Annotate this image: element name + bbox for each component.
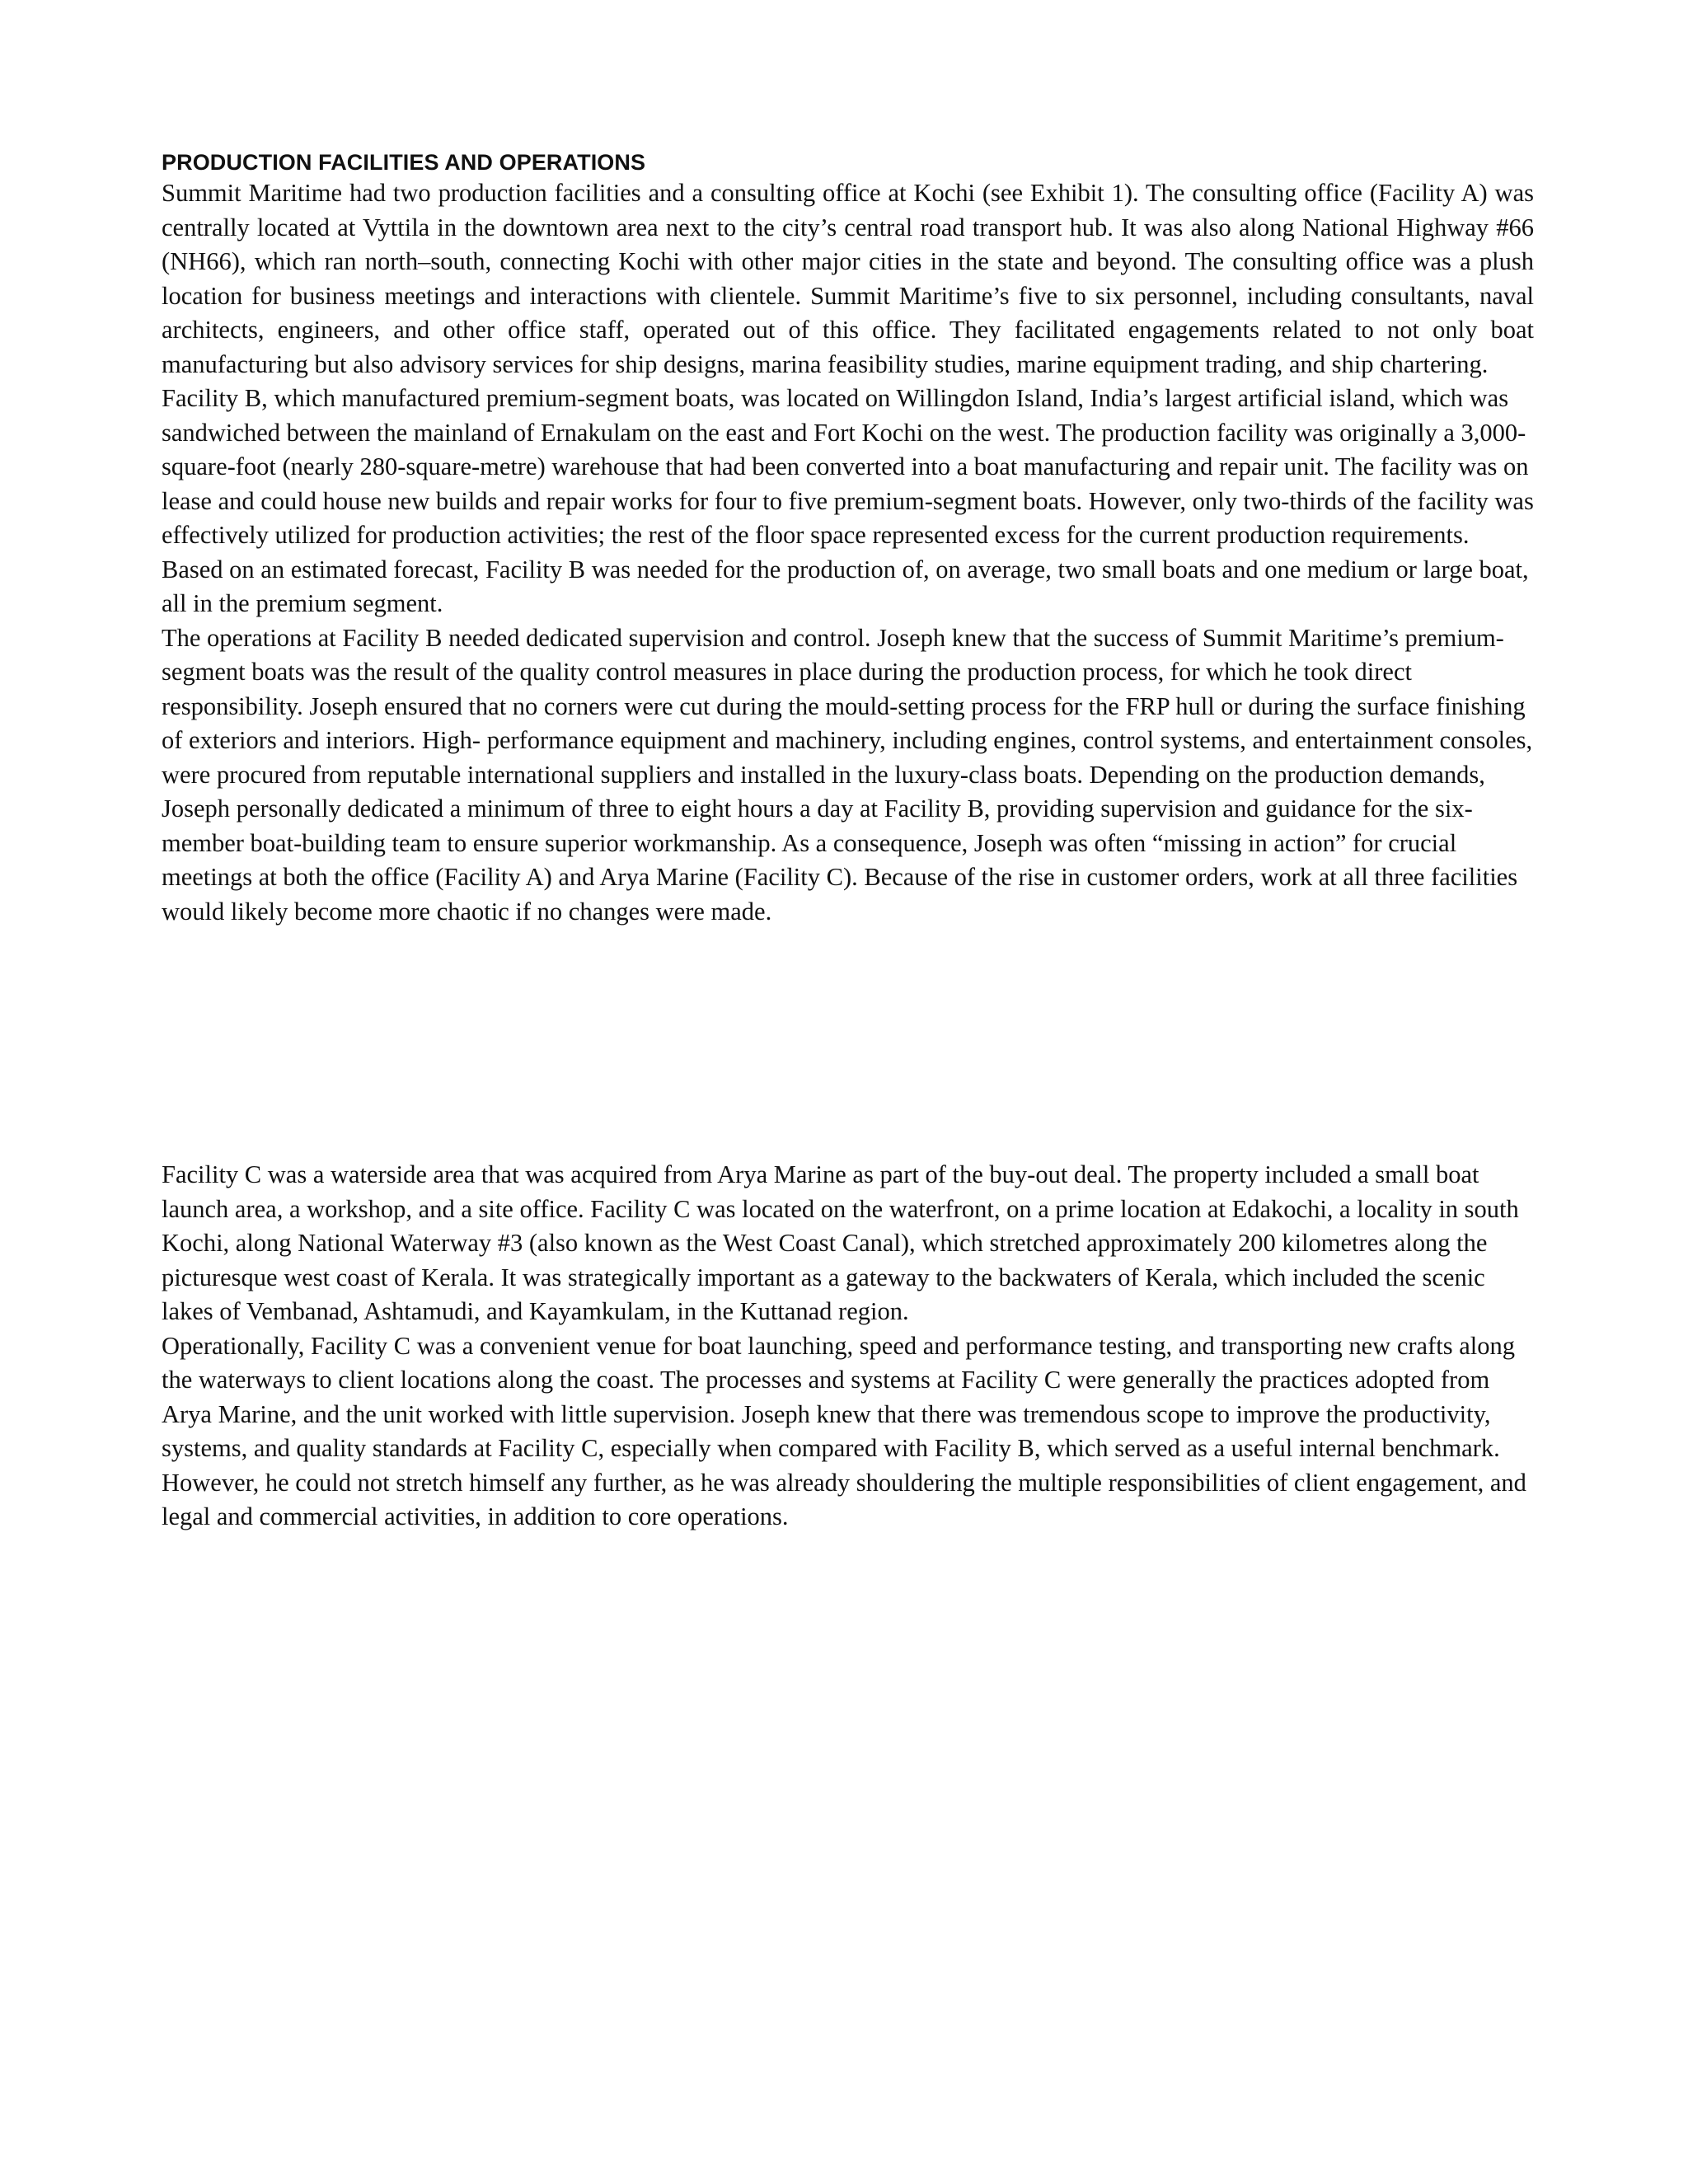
document-section-facility-c (162, 1158, 1534, 1535)
paragraph-operations-c: Operationally, Facility C was a convenient venue for boat launching, speed and performance testing, and transporting new crafts along the waterways to client locations along the coast. The processes and systems at Facility C were generally the practices adopted from Arya Marine, and the unit worked with little supervision. Joseph knew that there was tremendous scope to improve the productivity, systems, and quality standards at Facility C, especially when compared with Facility B, which served as a useful internal benchmark. However, he could not stretch himself any further, as he was already shouldering the multiple responsibilities of client engagement, and legal and commercial activities, in addition to core operations. (162, 1331, 1526, 1530)
document-section-production (162, 148, 1534, 929)
section-heading: PRODUCTION FACILITIES AND OPERATIONS (162, 150, 646, 175)
paragraph-facility-b: Facility B, which manufactured premium-segment boats, was located on Willingdon Island, India’s largest artificial island, which was sandwiched between the mainland of Ernakulam on the east and Fort Kochi on the west. The production facility was originally a 3,000-square-foot (nearly 280-square-metre) warehouse that had been converted into a boat manufacturing and repair unit. The facility was on lease and could house new builds and repair works for four to five premium-segment boats. However, only two-thirds of the facility was effectively utilized for production activities; the rest of the floor space represented excess for the current production requirements. Based on an estimated forecast, Facility B was needed for the production of, on average, two small boats and one medium or large boat, all in the premium segment. (162, 384, 1534, 617)
clipped-paragraph-container (162, 1329, 1534, 1535)
paragraph-operations-b: The operations at Facility B needed dedicated supervision and control. Joseph knew that the success of Summit Maritime’s premium-segment boats was the result of the quality control measures in place during the production process, for which he took direct responsibility. Joseph ensured that no corners were cut during the mould-setting process for the FRP hull or during the surface finishing of exteriors and interiors. High- performance equipment and machinery, including engines, control systems, and entertainment consoles, were procured from reputable international suppliers and installed in the luxury-class boats. Depending on the production demands, Joseph personally dedicated a minimum of three to eight hours a day at Facility B, providing supervision and guidance for the six-member boat-building team to ensure superior workmanship. As a consequence, Joseph was often “missing in action” for crucial meetings at both the office (Facility A) and Arya Marine (Facility C). Because of the rise in customer orders, work at all three facilities would likely become more chaotic if no changes were made. (162, 623, 1533, 926)
paragraph-facility-a: Summit Maritime had two production facilities and a consulting office at Kochi (see Exhibit 1). The consulting office (Facility A) was centrally located at Vyttila in the downtown area next to the city’s central road transport hub. It was also along National Highway #66 (NH66), which ran north–south, connecting Kochi with other major cities in the state and beyond. The consulting office was a plush location for business meetings and interactions with clientele. Summit Maritime’s five to six personnel, including consultants, naval architects, engineers, and other office staff, operated out of this office. They facilitated engagements related to not only boat manufacturing but also advisory services for ship designs, marina feasibility studies, marine equipment trading, and ship chartering. (162, 179, 1534, 378)
paragraph-facility-c: Facility C was a waterside area that was acquired from Arya Marine as part of the buy-out deal. The property included a small boat launch area, a workshop, and a site office. Facility C was located on the waterfront, on a prime location at Edakochi, a locality in south Kochi, along National Waterway #3 (also known as the West Coast Canal), which stretched approximately 200 kilometres along the picturesque west coast of Kerala. It was strategically important as a gateway to the backwaters of Kerala, which included the scenic lakes of Vembanad, Ashtamudi, and Kayamkulam, in the Kuttanad region. (162, 1160, 1519, 1325)
